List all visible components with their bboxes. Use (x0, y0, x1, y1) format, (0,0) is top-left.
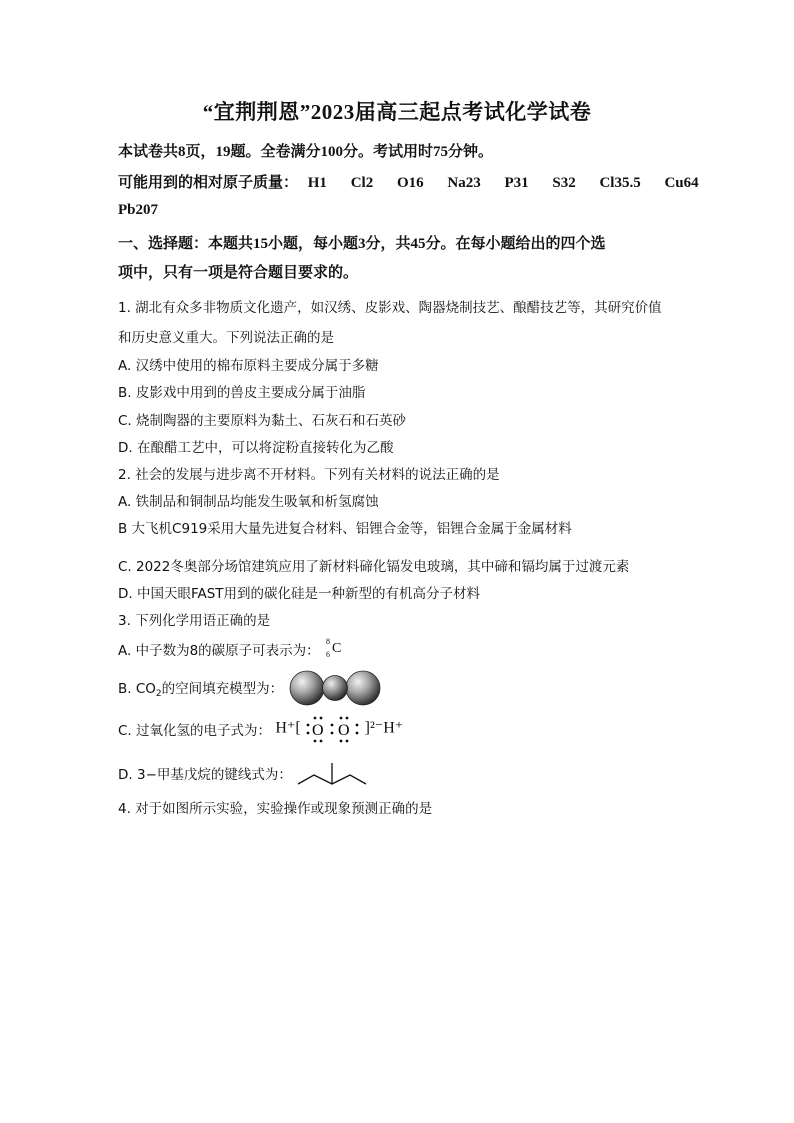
formula-left: H⁺[ (275, 719, 301, 737)
carbon-sphere (323, 676, 348, 701)
question-1-option-c: C. 烧制陶器的主要原料为黏土、石灰石和石英砂 (118, 413, 407, 429)
question-1-option-b: B. 皮影戏中用到的兽皮主要成分属于油脂 (118, 385, 366, 401)
section-heading: 一、选择题：本题共15小题，每小题3分，共45分。在每小题给出的四个选 (118, 236, 606, 252)
oxygen-symbol: O (337, 722, 350, 739)
atomic-mass-wrap: Pb207 (118, 202, 159, 218)
isotope-notation (325, 637, 342, 659)
option-b-text (118, 677, 283, 699)
question-4-stem: 4. 对于如图所示实验，实验操作或现象预测正确的是 (118, 801, 433, 817)
page-title: “宜荆荆恩”2023届高三起点考试化学试卷 (202, 100, 592, 124)
oxygen-sphere (290, 671, 324, 705)
skeletal-formula (296, 758, 370, 788)
question-1-option-a: A. 汉绣中使用的棉布原料主要成分属于多糖 (118, 358, 379, 374)
oxygen-symbol: O (311, 722, 324, 739)
option-b-prefix: B. CO (118, 681, 156, 697)
atomic-mass-value: Cl35.5 (599, 175, 641, 191)
oxygen-sphere (346, 671, 380, 705)
question-3-option-a (118, 639, 340, 659)
question-3-stem: 3. 下列化学用语正确的是 (118, 613, 271, 629)
atomic-mass-value: Na23 (447, 175, 481, 191)
section-heading-cont: 项中，只有一项是符合题目要求的。 (118, 265, 359, 281)
question-2-option-a: A. 铁制品和铜制品均能发生吸氧和析氢腐蚀 (118, 494, 379, 510)
option-b-suffix: 的空间填充模型为： (161, 681, 284, 697)
element-symbol: C (331, 641, 342, 656)
question-3-option-d (118, 758, 370, 788)
mass-number: 8 (325, 637, 330, 646)
exam-info: 本试卷共8页，19题。全卷满分100分。考试用时75分钟。 (118, 144, 494, 160)
atomic-mass-label: 可能用到的相对原子质量： (118, 175, 299, 191)
atomic-mass-value: H1 (307, 175, 327, 191)
co2-space-filling-model (287, 669, 383, 707)
question-1-option-d: D. 在酿醋工艺中，可以将淀粉直接转化为乙酸 (118, 440, 394, 456)
question-2-stem: 2. 社会的发展与进步离不开材料。下列有关材料的说法正确的是 (118, 467, 500, 483)
question-1-stem-cont: 和历史意义重大。下列说法正确的是 (118, 330, 334, 346)
question-3-option-c (118, 714, 403, 750)
atomic-mass-value: S32 (552, 175, 576, 191)
atomic-mass-value: Cu64 (664, 175, 699, 191)
option-a-text: A. 中子数为8的碳原子可表示为： (118, 643, 320, 659)
option-c-text: C. 过氧化氢的电子式为： (118, 723, 272, 739)
atomic-mass-value: Cl2 (350, 175, 374, 191)
formula-right: ]²⁻H⁺ (364, 719, 404, 737)
subscript-2: 2 (155, 689, 162, 699)
question-2-option-c: C. 2022冬奥部分场馆建筑应用了新材料碲化镉发电玻璃，其中碲和镉均属于过渡元素 (118, 559, 630, 575)
atomic-mass-line (118, 171, 699, 192)
electron-formula (275, 714, 403, 744)
option-d-text: D. 3−甲基戊烷的键线式为： (118, 767, 292, 783)
question-2-option-d: D. 中国天眼FAST用到的碳化硅是一种新型的有机高分子材料 (118, 586, 481, 602)
question-3-option-b (118, 669, 383, 707)
question-1-stem: 1. 湖北有众多非物质文化遗产，如汉绣、皮影戏、陶器烧制技艺、酿醋技艺等，其研究价值 (118, 300, 662, 316)
peroxide-electron-dots (305, 714, 361, 744)
atomic-mass-value: P31 (504, 175, 529, 191)
atomic-number: 6 (325, 650, 330, 659)
atomic-mass-value: O16 (396, 175, 424, 191)
question-2-option-b: B 大飞机C919采用大量先进复合材料、铝锂合金等，铝锂合金属于金属材料 (118, 521, 572, 537)
